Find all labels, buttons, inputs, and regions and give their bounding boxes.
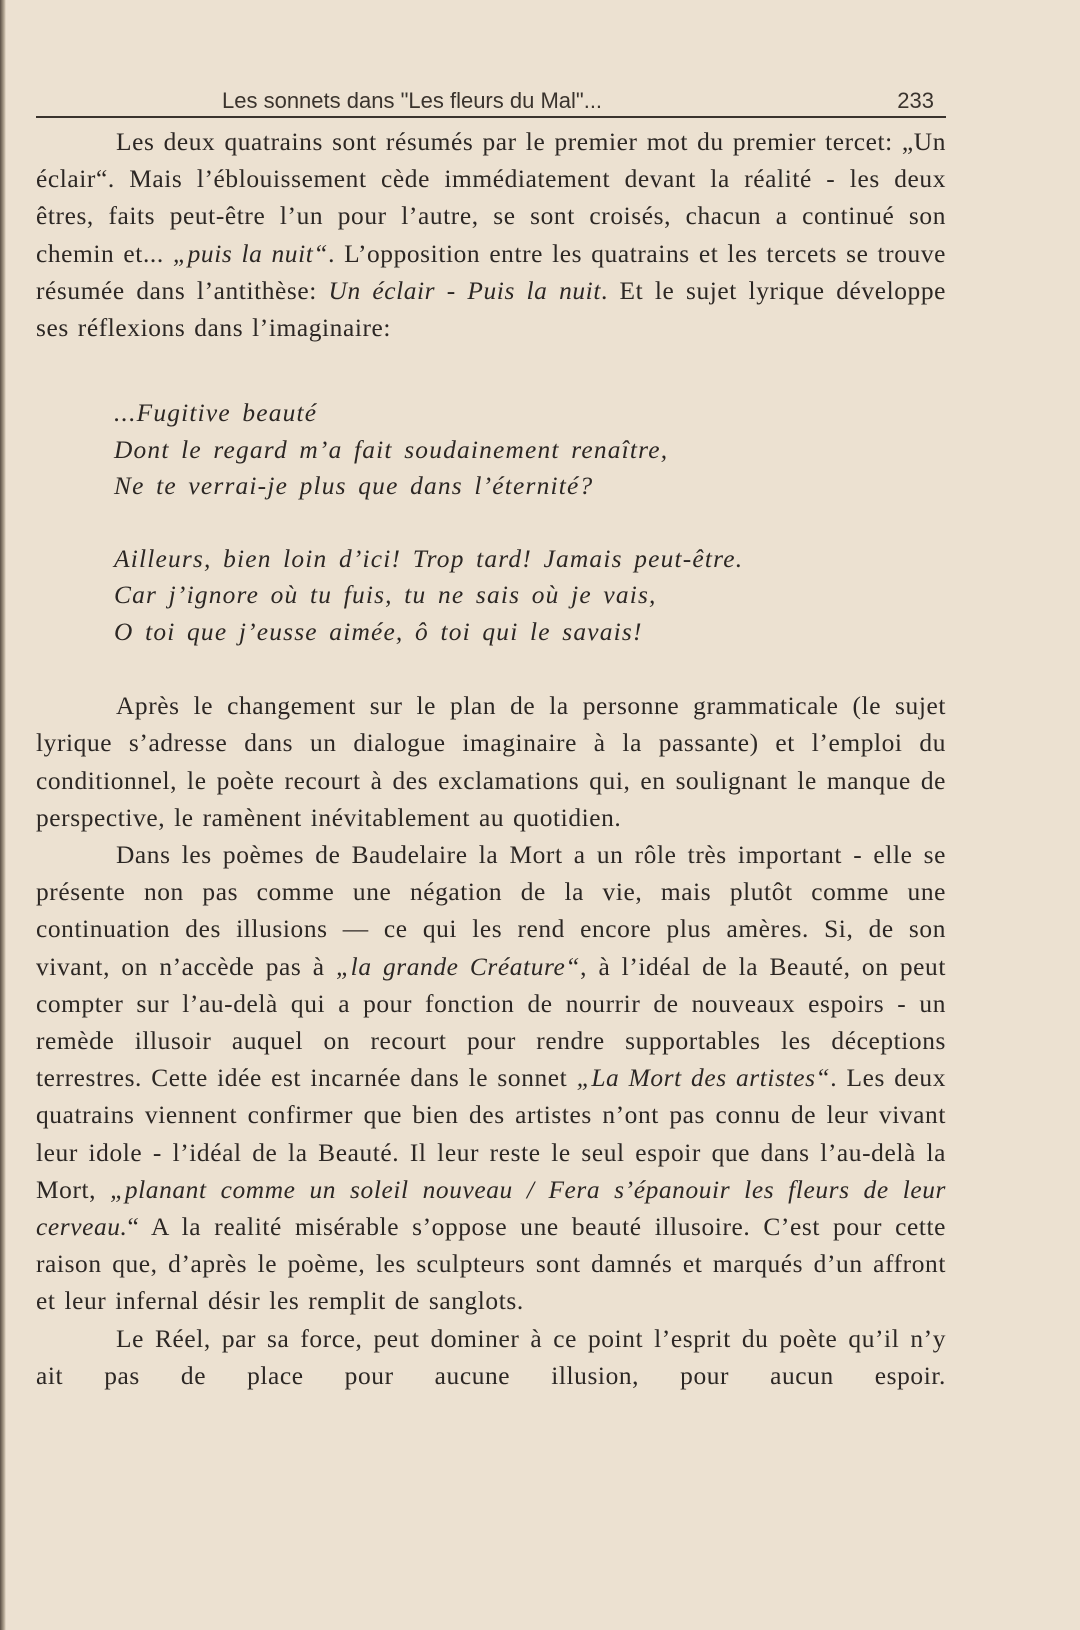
italic-quote: „puis la nuit“ <box>172 239 329 268</box>
book-page <box>36 84 946 1395</box>
text-run: . Les deux quatrains viennent confirmer que bien des artistes n’ont pas connu de leur vivant leur idole - l’idéal de la Beauté. Il leur reste le seul espoir que dans l’au-delà la Mort, <box>36 1064 946 1204</box>
text-run: . Et le sujet lyrique développe ses réflexions dans l’imaginaire: <box>36 276 946 343</box>
text-run: “ A la realité misérable s’oppose une beauté illusoire. C’est pour cette raison que, d’après le poème, les sculpteurs sont damnés et marqués d’un affront et leur infernal désir les remplit de sanglots. <box>36 1213 946 1316</box>
paragraph-death-theme <box>36 837 946 1321</box>
italic-antithesis: Un éclair - Puis la nuit <box>328 276 601 305</box>
page-body <box>36 124 946 1395</box>
text-run: . L’opposition entre les quatrains et les tercets se trouve résumée dans l’antithèse: <box>36 239 946 305</box>
poem-line: Dont le regard m’a fait soudainement renaître, <box>114 435 669 464</box>
poem-line: Car j’ignore où tu fuis, tu ne sais où je vais, <box>114 581 657 610</box>
paragraph-grammatical-person: Après le changement sur le plan de la personne grammaticale (le sujet lyrique s’adresse dans un dialogue imaginaire à la passante) et l’emploi du conditionnel, le poète recourt à des exclamations qui, en soulignant le manque de perspective, le ramènent inévitablement au quotidien. <box>36 692 946 832</box>
text-run: Dans les poèmes de Baudelaire la Mort a un rôle très important - elle se présente non pas comme une négation de la vie, mais plutôt comme une continuation des illusions — ce qui les rend encore plus amères. Si, de son vivant, on n’accède pas à <box>36 841 946 981</box>
italic-sonnet-title: „La Mort des artistes“ <box>576 1064 831 1093</box>
poem-line: Ne te verrai-je plus que dans l’éternité? <box>114 472 594 501</box>
running-header <box>36 84 946 118</box>
paragraph-reality: Le Réel, par sa force, peut dominer à ce point l’esprit du poète qu’il n’y ait pas de place pour aucune illusion, pour aucun espoir. <box>36 1324 946 1390</box>
poem-line: ...Fugitive beauté <box>114 399 318 428</box>
page-binding-edge <box>0 0 6 1630</box>
italic-quote: „planant comme un soleil nouveau / Fera s’épanouir les fleurs de leur cerveau. <box>36 1175 946 1242</box>
italic-quote: „la grande Créature“ <box>335 952 581 981</box>
text-run: Les deux quatrains sont résumés par le premier mot du premier tercet: „Un éclair“. Mais l’éblouissement cède immédiatement devant la réalité - les deux êtres, faits peut-être l’un pour l’autre, se sont croisés, chacun a continué son chemin et... <box>36 128 946 268</box>
page-number: 233 <box>897 88 934 113</box>
running-title: Les sonnets dans "Les fleurs du Mal"... <box>222 88 603 113</box>
poem-line: O toi que j’eusse aimée, ô toi qui le savais! <box>114 617 643 646</box>
paragraph-quatrains-summary <box>36 124 946 347</box>
text-run: , à l’idéal de la Beauté, on peut compter sur l’au-delà qui a pour fonction de nourrir de nouveaux espoirs - un remède illusoir auquel on recourt pour rendre supportables les déceptions terrestres. Cette idée est incarnée dans le sonnet <box>36 952 946 1093</box>
poem-stanza-2 <box>114 541 946 651</box>
poem-stanza-1 <box>114 395 946 505</box>
poem-line: Ailleurs, bien loin d’ici! Trop tard! Jamais peut-être. <box>114 544 744 573</box>
